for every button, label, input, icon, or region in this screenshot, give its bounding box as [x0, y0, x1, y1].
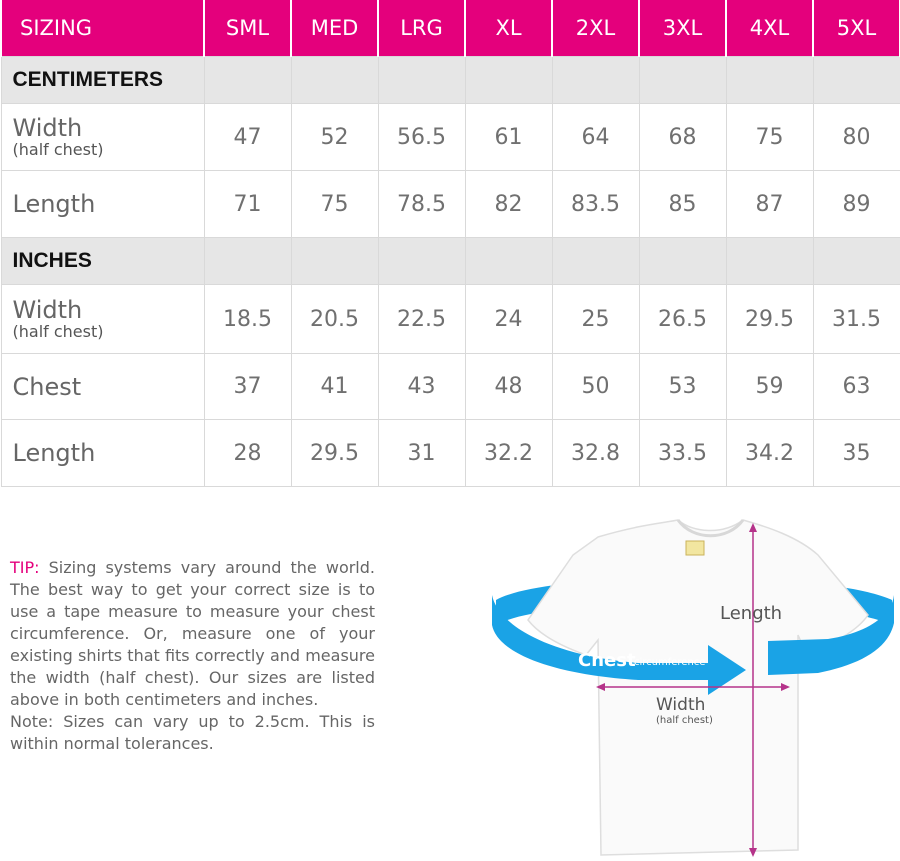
- table-cell: 61: [465, 104, 552, 171]
- size-header: 3XL: [639, 0, 726, 57]
- table-cell: 59: [726, 354, 813, 420]
- table-cell: 34.2: [726, 420, 813, 487]
- table-cell: 64: [552, 104, 639, 171]
- section-row-inches: [1, 238, 900, 285]
- size-header: SML: [204, 0, 291, 57]
- table-cell: 35: [813, 420, 900, 487]
- table-cell: 78.5: [378, 171, 465, 238]
- row-label-main: Length: [12, 439, 96, 467]
- chest-label: Chest: [578, 650, 636, 671]
- tip-paragraph: [10, 557, 375, 711]
- tip-text: Sizing systems vary around the world. The best way to get your correct size is to use a tape measure to measure your chest circumference. Or, measure one of your existing shirts that fits correctly and measure the width (half chest). Our sizes are listed above in both centimeters and inches.: [10, 558, 375, 709]
- table-cell: 20.5: [291, 285, 378, 354]
- table-cell: 83.5: [552, 171, 639, 238]
- size-header: XL: [465, 0, 552, 57]
- section-title: INCHES: [1, 238, 204, 285]
- size-header: 4XL: [726, 0, 813, 57]
- table-cell: 41: [291, 354, 378, 420]
- table-cell: 25: [552, 285, 639, 354]
- length-label: Length: [720, 603, 783, 624]
- table-cell: 68: [639, 104, 726, 171]
- tshirt-illustration: [488, 515, 900, 861]
- tip-label: TIP:: [10, 558, 40, 577]
- neck-label: [686, 541, 704, 555]
- section-row-centimeters: [1, 57, 900, 104]
- table-row: [1, 104, 900, 171]
- table-cell: 75: [291, 171, 378, 238]
- table-cell: 80: [813, 104, 900, 171]
- table-cell: 50: [552, 354, 639, 420]
- table-cell: 24: [465, 285, 552, 354]
- table-cell: 82: [465, 171, 552, 238]
- row-label-main: Width: [12, 114, 83, 142]
- sizing-header: SIZING: [1, 0, 204, 57]
- row-label: [1, 285, 204, 354]
- size-header: MED: [291, 0, 378, 57]
- table-cell: 53: [639, 354, 726, 420]
- table-cell: 71: [204, 171, 291, 238]
- table-cell: 26.5: [639, 285, 726, 354]
- section-title: CENTIMETERS: [1, 57, 204, 104]
- table-row: [1, 285, 900, 354]
- table-cell: 89: [813, 171, 900, 238]
- header-row: [1, 0, 900, 57]
- tshirt-measurement-diagram: [488, 515, 900, 861]
- row-label: [1, 104, 204, 171]
- table-row: [1, 171, 900, 238]
- table-cell: 18.5: [204, 285, 291, 354]
- table-cell: 75: [726, 104, 813, 171]
- table-cell: 85: [639, 171, 726, 238]
- table-row: [1, 420, 900, 487]
- table-row: [1, 354, 900, 420]
- table-cell: 52: [291, 104, 378, 171]
- size-header: LRG: [378, 0, 465, 57]
- table-cell: 56.5: [378, 104, 465, 171]
- table-cell: 33.5: [639, 420, 726, 487]
- table-cell: 32.8: [552, 420, 639, 487]
- table-cell: 32.2: [465, 420, 552, 487]
- table-cell: 29.5: [726, 285, 813, 354]
- row-label: [1, 420, 204, 487]
- row-label-main: Chest: [12, 372, 82, 401]
- table-cell: 31.5: [813, 285, 900, 354]
- row-label: [1, 354, 204, 420]
- table-cell: 43: [378, 354, 465, 420]
- table-cell: 31: [378, 420, 465, 487]
- width-label: Width: [656, 695, 706, 715]
- table-cell: 28: [204, 420, 291, 487]
- row-label-main: Width: [12, 296, 83, 324]
- table-cell: 63: [813, 354, 900, 420]
- table-cell: 37: [204, 354, 291, 420]
- tip-note: Note: Sizes can vary up to 2.5cm. This is within normal tolerances.: [10, 712, 375, 753]
- size-header: 2XL: [552, 0, 639, 57]
- size-header: 5XL: [813, 0, 900, 57]
- row-label-sub: (half chest): [12, 140, 104, 159]
- table-cell: 48: [465, 354, 552, 420]
- row-label-sub: (half chest): [12, 322, 104, 341]
- table-cell: 29.5: [291, 420, 378, 487]
- width-sub-label: (half chest): [656, 715, 713, 726]
- sizing-tip: [10, 557, 375, 755]
- table-cell: 22.5: [378, 285, 465, 354]
- row-label: [1, 171, 204, 238]
- chest-sub-label: circumference: [634, 657, 706, 668]
- table-cell: 87: [726, 171, 813, 238]
- length-arrow-bottom: [749, 848, 757, 857]
- table-cell: 47: [204, 104, 291, 171]
- row-label-main: Length: [12, 190, 96, 218]
